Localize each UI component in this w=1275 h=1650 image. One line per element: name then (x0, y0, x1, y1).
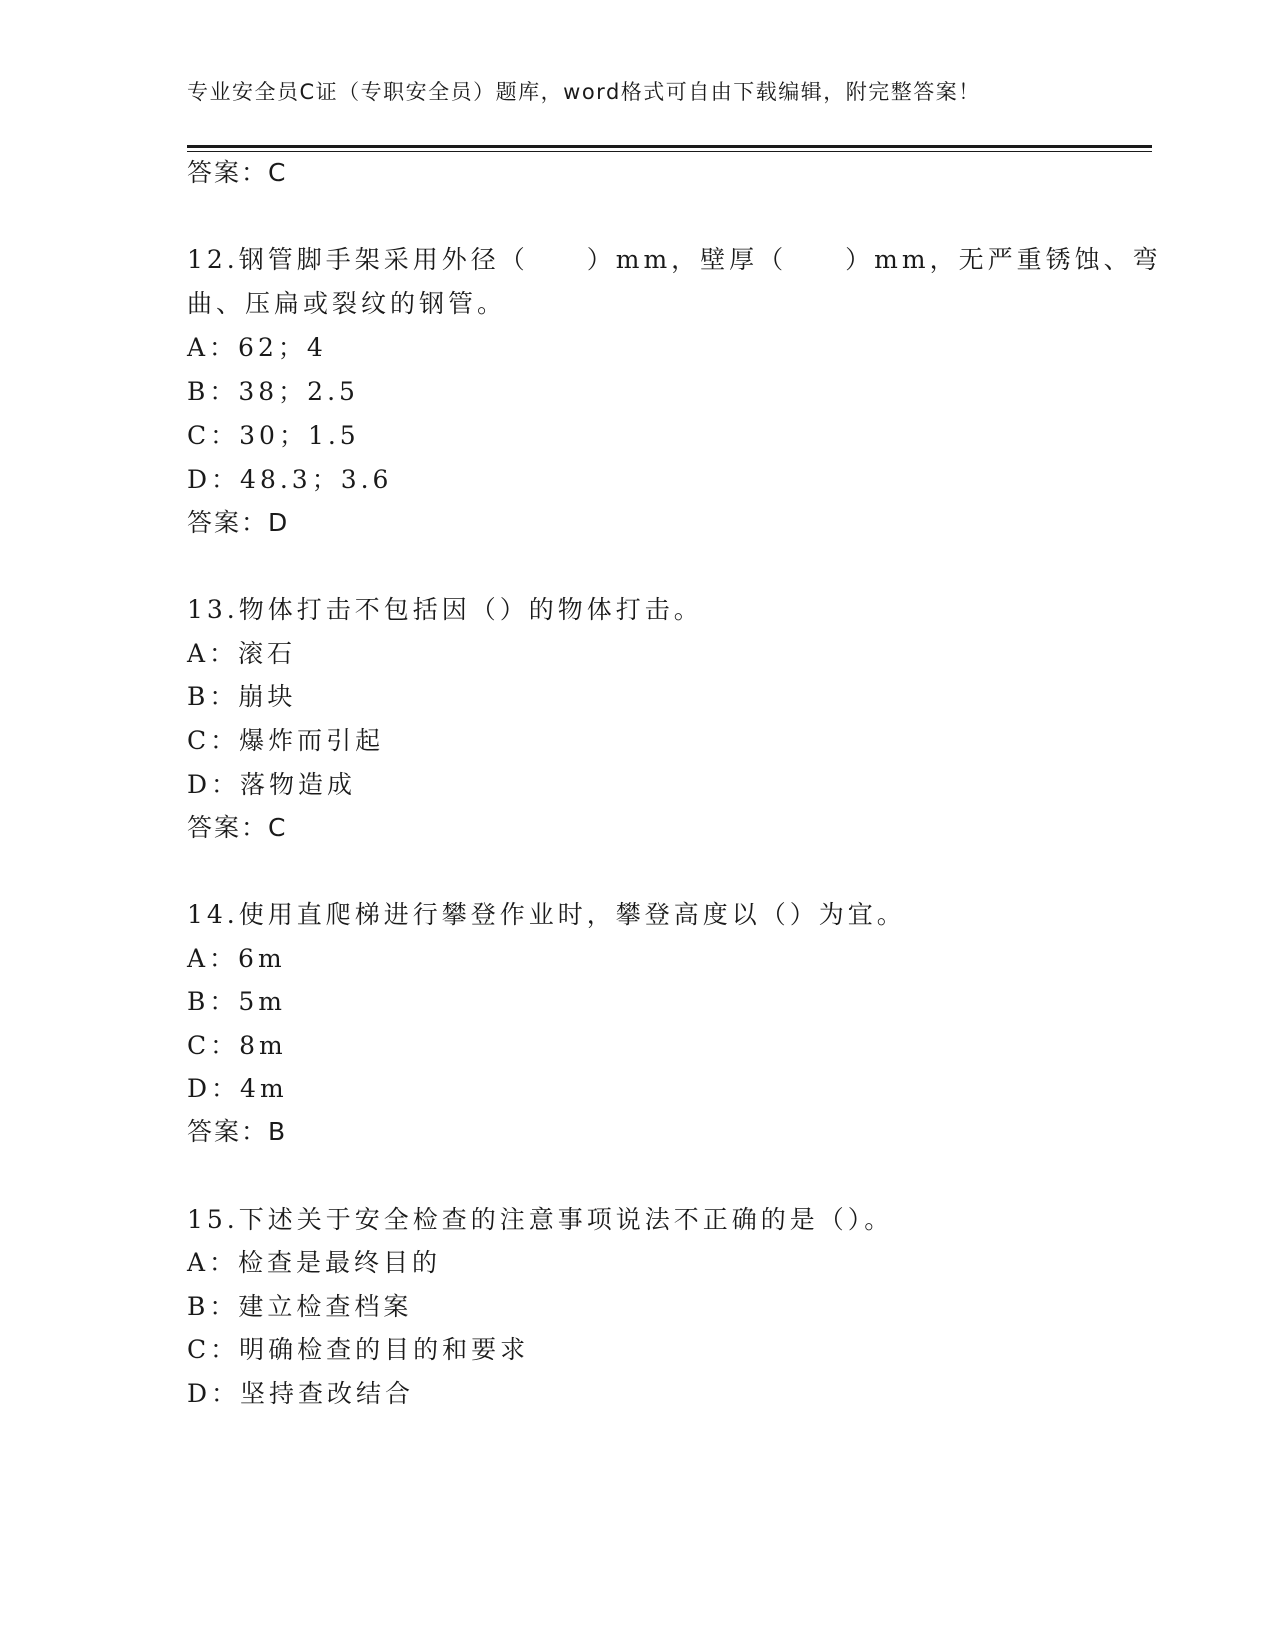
answer-14: 答案：B (187, 1117, 288, 1146)
question-12-stem-line2: 曲、压扁或裂纹的钢管。 (187, 289, 507, 318)
question-13-option-d: D：落物造成 (187, 770, 357, 799)
question-13-option-b: B：崩块 (187, 682, 297, 711)
question-12-option-b: B：38；2.5 (187, 377, 359, 406)
question-15-option-b: B：建立检查档案 (187, 1292, 413, 1321)
answer-11: 答案：C (187, 158, 288, 187)
question-14-option-d: D：4m (187, 1074, 288, 1103)
question-14-option-c: C：8m (187, 1031, 287, 1060)
question-14-stem: 14.使用直爬梯进行攀登作业时，攀登高度以（）为宜。 (187, 900, 906, 929)
question-15-stem: 15.下述关于安全检查的注意事项说法不正确的是（）。 (187, 1205, 894, 1234)
question-13-option-a: A：滚石 (187, 639, 297, 668)
answer-13: 答案：C (187, 813, 288, 842)
question-12-option-d: D：48.3；3.6 (187, 465, 393, 494)
question-12-stem-line1: 12.钢管脚手架采用外径（ ）mm，壁厚（ ）mm，无严重锈蚀、弯 (187, 245, 1162, 274)
answer-12: 答案：D (187, 508, 290, 537)
header-rule-thick (187, 145, 1152, 148)
question-13-stem: 13.物体打击不包括因（）的物体打击。 (187, 595, 703, 624)
question-14-option-b: B：5m (187, 987, 286, 1016)
question-12-option-c: C：30；1.5 (187, 421, 360, 450)
question-15-option-c: C：明确检查的目的和要求 (187, 1335, 530, 1364)
page-header: 专业安全员C证（专职安全员）题库，word格式可自由下载编辑，附完整答案！ (187, 80, 981, 104)
question-15-option-a: A：检查是最终目的 (187, 1248, 442, 1277)
header-rule-thin (187, 151, 1152, 152)
question-12-option-a: A：62；4 (187, 333, 327, 362)
question-13-option-c: C：爆炸而引起 (187, 726, 385, 755)
question-14-option-a: A：6m (187, 944, 286, 973)
question-15-option-d: D：坚持查改结合 (187, 1379, 415, 1408)
